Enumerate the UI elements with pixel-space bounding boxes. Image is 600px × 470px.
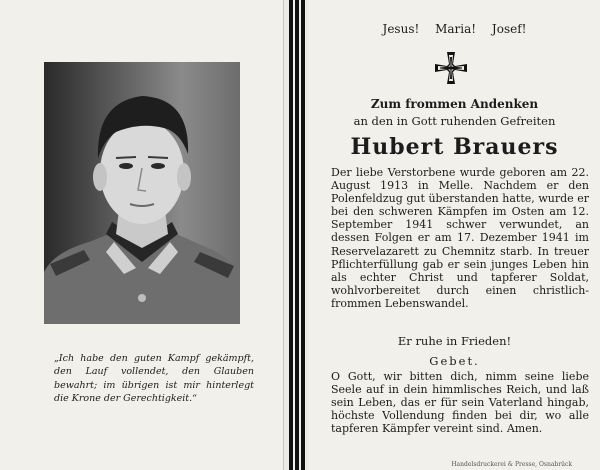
right-card (309, 0, 600, 470)
left-card (0, 0, 284, 470)
card-fold-border (289, 0, 305, 470)
prayer-text: O Gott, wir bitten dich, nimm seine liebe Seele auf in dein himmlisches Reich, und laß sein Leben, das er für sein Vaterland hingab, höchste Vollendung finden bei dir, wo alle tapferen Kämpfer vereint sind. Amen. (331, 370, 589, 436)
printer-imprint: Handelsdruckerei & Presse, Osnabrück (451, 461, 572, 468)
portrait-illustration (44, 62, 240, 324)
iron-cross-icon (435, 52, 467, 84)
prayer-title: Gebet. (429, 354, 480, 368)
memorial-heading: Zum frommen Andenken (370, 97, 539, 111)
scripture-quote: „Ich habe den guten Kampf gekämpft, den Lauf vollendet, den Glauben bewahrt; im übrigen ist mir hinterlegt die Krone der Gerechtigkeit.“ (54, 353, 254, 404)
deceased-name: Hubert Brauers (350, 134, 559, 160)
rest-in-peace: Er ruhe in Frieden! (397, 334, 512, 348)
soldier-portrait-photo (44, 62, 240, 324)
memorial-subheading: an den in Gott ruhenden Gefreiten (353, 114, 556, 128)
biography-text: Der liebe Verstorbene wurde geboren am 22. August 1913 in Melle. Nachdem er den Polenfeldzug gut überstanden hatte, wurde er bei den schweren Kämpfen im Osten am 12. September 1941 schwer verwundet, an dessen Folgen er am 17. Dezember 1941 im Reservelazarett zu Chemnitz starb. In treuer Pflichterfüllung gab er sein junges Leben hin als echter Christ und tapferer Soldat, wohlvorbereitet durch einen christlich-frommen Lebenswandel. (331, 166, 589, 310)
saints-invocation: Jesus! Maria! Josef! (382, 22, 527, 36)
